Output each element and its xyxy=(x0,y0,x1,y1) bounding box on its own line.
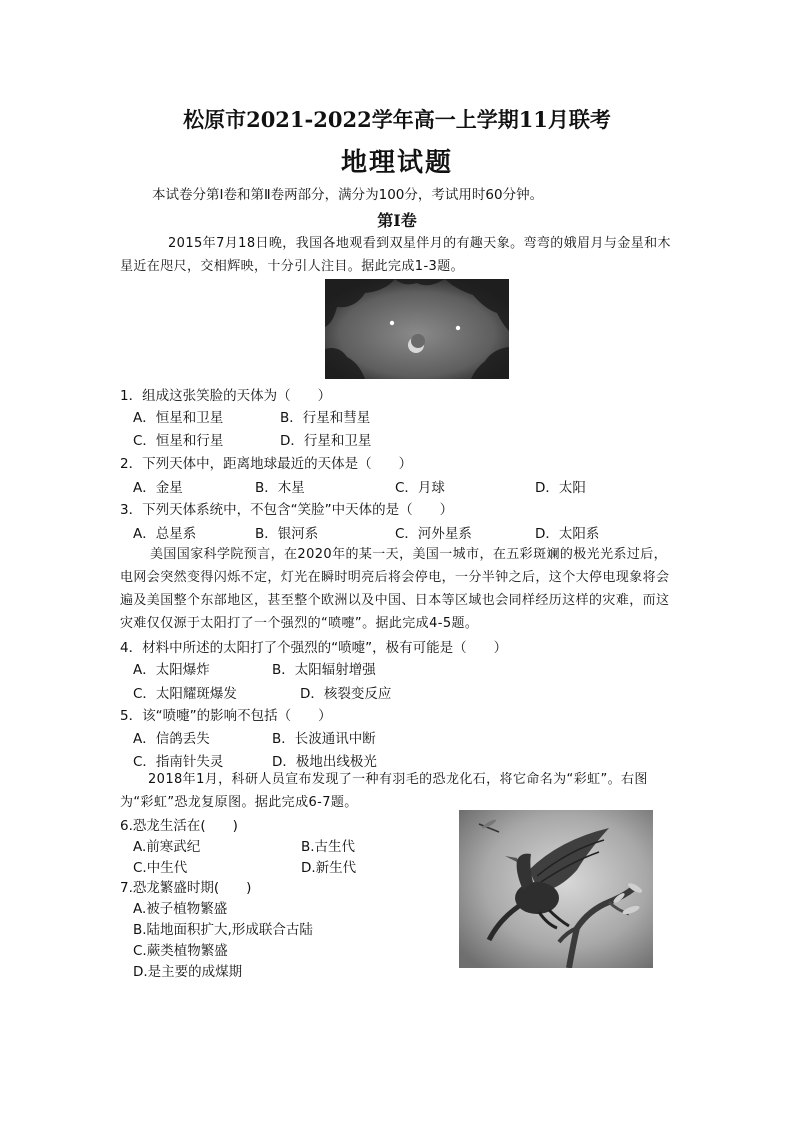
q2-option-d[interactable]: D．太阳 xyxy=(535,480,586,496)
passage-2: 美国国家科学院预言，在2020年的某一天，美国一城市，在五彩斑斓的极光光系过后，电网会突然变得闪烁不定，灯光在瞬时明亮后将会停电，一分半钟之后，这个大停电现象将会遍及美国整个东部地区，甚至整个欧洲以及中国、日本等区域也会同样经历这样的灾难，而这灾难仅仅源于太阳打了一个强烈的“喷嚏”。据此完成4-5题。 xyxy=(120,547,670,631)
passage-3: 2018年1月，科研人员宣布发现了一种有羽毛的恐龙化石，将它命名为“彩虹”。右图为“彩虹”恐龙复原图。据此完成6-7题。 xyxy=(120,772,648,810)
q3-option-b[interactable]: B．银河系 xyxy=(255,526,319,542)
venus-dot xyxy=(390,321,394,325)
q4-option-d[interactable]: D．核裂变反应 xyxy=(300,686,392,702)
q5-option-d[interactable]: D．极地出线极光 xyxy=(272,754,377,770)
q6-option-b[interactable]: B.古生代 xyxy=(301,839,356,855)
q7-option-b[interactable]: B.陆地面积扩大,形成联合古陆 xyxy=(133,922,313,938)
q3-option-a[interactable]: A．总星系 xyxy=(133,526,197,542)
q6-option-a[interactable]: A.前寒武纪 xyxy=(133,839,201,855)
q1-option-b[interactable]: B．行星和彗星 xyxy=(280,410,371,426)
q5-option-c[interactable]: C．指南针失灵 xyxy=(133,754,224,770)
q4-option-c[interactable]: C．太阳耀斑爆发 xyxy=(133,686,237,702)
q7-option-d[interactable]: D.是主要的成煤期 xyxy=(133,964,243,980)
q3-option-c[interactable]: C．河外星系 xyxy=(395,526,472,542)
q6-option-c[interactable]: C.中生代 xyxy=(133,860,188,876)
dinosaur-reconstruction-image xyxy=(459,810,653,968)
question-3: 3．下列天体系统中，不包含“笑脸”中天体的是（ ） xyxy=(120,502,454,518)
q1-option-c[interactable]: C．恒星和行星 xyxy=(133,433,224,449)
jupiter-dot xyxy=(456,326,460,330)
q7-option-c[interactable]: C.蕨类植物繁盛 xyxy=(133,943,228,959)
exam-title: 松原市2021-2022学年高一上学期11月联考 xyxy=(183,107,611,132)
q5-option-b[interactable]: B．长波通讯中断 xyxy=(272,731,376,747)
question-2: 2．下列天体中，距离地球最近的天体是（ ） xyxy=(120,456,413,472)
q7-option-a[interactable]: A.被子植物繁盛 xyxy=(133,901,228,917)
q5-option-a[interactable]: A．信鸽丢失 xyxy=(133,731,210,747)
q2-option-b[interactable]: B．木星 xyxy=(255,480,305,496)
section-title: 第Ⅰ卷 xyxy=(377,211,417,230)
subject-title: 地理试题 xyxy=(340,148,453,178)
q2-option-c[interactable]: C．月球 xyxy=(395,480,445,496)
q2-option-a[interactable]: A．金星 xyxy=(133,480,183,496)
q4-option-a[interactable]: A．太阳爆炸 xyxy=(133,662,210,678)
question-1: 1．组成这张笑脸的天体为（ ） xyxy=(120,388,332,404)
moon-planets-photo xyxy=(325,279,509,379)
passage-1: 2015年7月18日晚，我国各地观看到双星伴月的有趣天象。弯弯的娥眉月与金星和木星近在咫尺，交相辉映，十分引人注目。据此完成1-3题。 xyxy=(120,236,671,274)
q1-option-d[interactable]: D．行星和卫星 xyxy=(280,433,372,449)
q1-option-a[interactable]: A．恒星和卫星 xyxy=(133,410,224,426)
q6-option-d[interactable]: D.新生代 xyxy=(301,860,357,876)
question-7: 7.恐龙繁盛时期( ) xyxy=(120,880,252,896)
q4-option-b[interactable]: B．太阳辐射增强 xyxy=(272,662,376,678)
q3-option-d[interactable]: D．太阳系 xyxy=(535,526,600,542)
exam-note: 本试卷分第Ⅰ卷和第Ⅱ卷两部分，满分为100分，考试用时60分钟。 xyxy=(152,187,544,203)
question-4: 4．材料中所述的太阳打了个强烈的“喷嚏”，极有可能是（ ） xyxy=(120,640,508,656)
question-6: 6.恐龙生活在( ) xyxy=(120,818,238,834)
night-sky-image xyxy=(325,279,509,379)
question-5: 5．该“喷嚏”的影响不包括（ ） xyxy=(120,708,332,724)
